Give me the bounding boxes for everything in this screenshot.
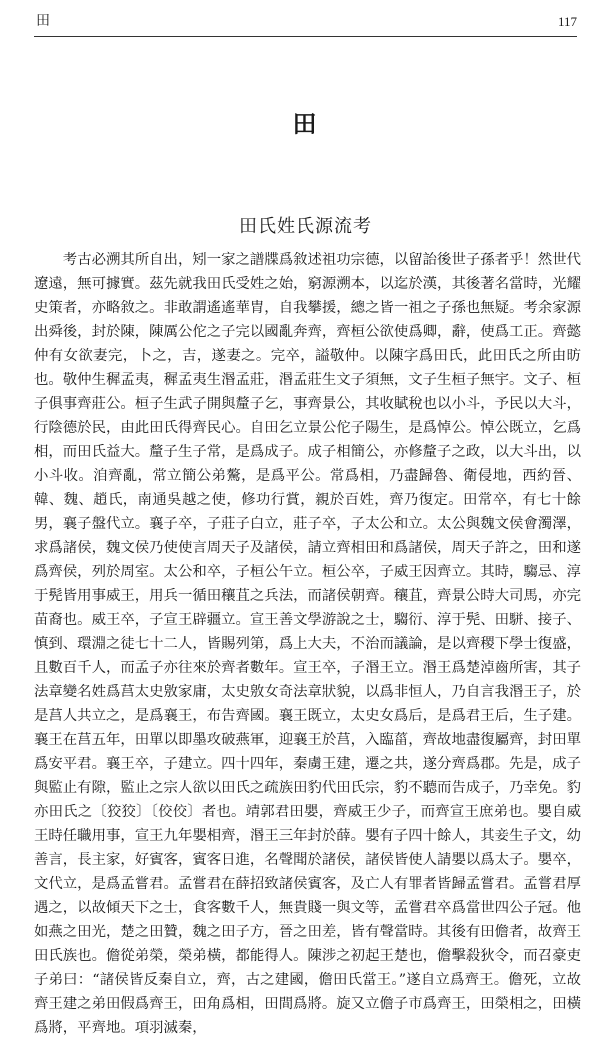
page-header [34,6,577,37]
page-number: 117 [557,14,577,29]
body-text [34,248,581,1040]
paragraph: 考古必溯其所自出，矧一家之譜牒爲敘述祖功宗德，以留詒後世子孫者乎！然世代遼遠，無可據實。茲先就我田氏受姓之始，窮源溯本，以迄於漢，其後著名當時，光耀史策者，亦略敘之。非敢謂遙遙華胄，自我攀援，總之皆一祖之子孫也無疑。考余家源出舜後，封於陳，陳厲公佗之子完以國亂奔齊，齊桓公欲使爲卿，辭，使爲工正。齊懿仲有女欲妻完，卜之，吉，遂妻之。完卒，謚敬仲。以陳字爲田氏，此田氏之所由昉也。敬仲生穉孟夷，穉孟夷生湣孟莊，湣孟莊生文子須無，文子生桓子無宇。文子、桓子俱事齊莊公。桓子生武子開與釐子乞，事齊景公，其收賦稅也以小斗，予民以大斗，行陰德於民，由此田氏得齊民心。自田乞立景公佗子陽生，是爲悼公。悼公既立，乞爲相，而田氏益大。釐子生子常，是爲成子。成子相簡公，亦修釐子之政，以大斗出，以小斗收。洎齊亂，常立簡公弟驁，是爲平公。常爲相，乃盡歸魯、衛侵地，西約晉、韓、魏、趙氏，南通吳越之使，修功行賞，親於百姓，齊乃復定。田常卒，有七十餘男，襄子盤代立。襄子卒，子莊子白立，莊子卒，子太公和立。太公與魏文侯會濁澤，求爲諸侯，魏文侯乃使使言周天子及諸侯，請立齊相田和爲諸侯，周天子許之，田和遂爲齊侯，列於周室。太公和卒，子桓公午立。桓公卒，子威王因齊立。其時，騶忌、淳于髡皆用事威王，用兵一循田穰苴之兵法，而諸侯朝齊。穰苴，齊景公時大司馬，亦完苗裔也。威王卒，子宣王辟疆立。宣王善文學游說之士，騶衍、淳于髡、田駢、接子、慎到、環淵之徒七十二人，皆賜列第，爲上大夫，不治而議論，是以齊稷下學士復盛，且數百千人，而孟子亦往來於齊者數年。宣王卒，子湣王立。湣王爲楚淖齒所害，其子法章變名姓爲莒太史敫家庸，太史敫女奇法章狀貌，以爲非恒人，乃自言我湣王子，於是莒人共立之，是爲襄王，布告齊國。襄王既立，太史女爲后，是爲君王后，生子建。襄王在莒五年，田單以即墨攻破燕軍，迎襄王於莒，入臨菑，齊故地盡復屬齊，封田單爲安平君。襄王卒，子建立。四十四年，秦虜王建，遷之共，遂分齊爲郡。先是，成子與監止有隙，監止之宗人欲以田氏之疏族田豹代田氏宗，豹不聽而告成子，乃幸免。豹亦田氏之〔狡狡〕〔佼佼〕者也。靖郭君田嬰，齊威王少子，而齊宣王庶弟也。嬰自威王時任職用事，宣王九年嬰相齊，湣王三年封於薛。嬰有子四十餘人，其妾生子文，幼善言，長主家，好賓客，賓客日進，名聲聞於諸侯，諸侯皆使人請嬰以爲太子。嬰卒，文代立，是爲孟嘗君。孟嘗君在薛招致諸侯賓客，及亡人有罪者皆歸孟嘗君。孟嘗君厚遇之，以故傾天下之士，食客數千人，無貴賤一與文等，孟嘗君卒爲當世四公子冠。他如燕之田光，楚之田贊，魏之田子方，晉之田差，皆有聲當時。其後有田儋者，故齊王田氏族也。儋從弟榮，榮弟橫，都能得人。陳涉之初起王楚也，儋擊殺狄令，而召豪吏子弟曰：“諸侯皆反秦自立，齊，古之建國，儋田氏當王。”遂自立爲齊王。儋死，立故齊王建之弟田假爲齊王，田角爲相，田間爲將。旋又立儋子市爲齊王，田榮相之，田橫爲將，平齊地。項羽滅秦， [34,252,581,1036]
running-head: 田 [36,13,50,29]
section-title: 田氏姓氏源流考 [239,216,372,237]
chapter-title: 田 [292,109,319,138]
